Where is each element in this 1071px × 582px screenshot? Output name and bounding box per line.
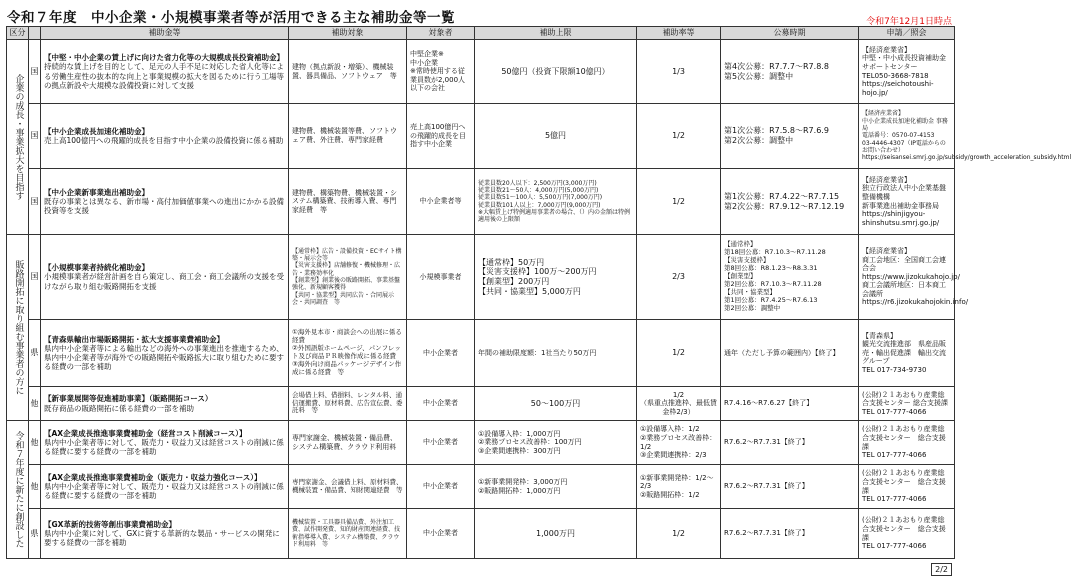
who-cell: 中小企業者 bbox=[407, 421, 475, 465]
rate-cell: 1/2 bbox=[637, 509, 721, 559]
rate-cell: 1/3 bbox=[637, 40, 721, 104]
subsidy-title: 【青森県輸出市場販路開拓・拡大支援事業費補助金】 bbox=[44, 334, 224, 344]
page-number: 2/2 bbox=[931, 563, 952, 576]
rate-cell: 1/2 （県重点推進枠、最低賃金枠2/3） bbox=[637, 387, 721, 421]
subsidy-name bbox=[41, 421, 289, 465]
contact-cell: 【経済産業省】 中堅・中小成長投資補助金 サポートセンター TEL050-3668-7818 https://seichotoushi-hojo.jp/ bbox=[859, 40, 955, 104]
subsidy-desc: 小規模事業者が経営計画を自ら策定し、商工会・商工会議所の支援を受けながら取り組む販路開拓を支援 bbox=[44, 272, 284, 291]
who-cell: 中堅企業※ 中小企業 ※常時使用する従業員数が2,000人以下の会社 bbox=[407, 40, 475, 104]
table-row bbox=[7, 104, 955, 169]
period-cell: R7.6.2〜R7.7.31【終了】 bbox=[721, 421, 859, 465]
as-of-date: 令和7年12月1日時点 bbox=[866, 17, 952, 27]
table-row bbox=[7, 509, 955, 559]
level: 他 bbox=[29, 465, 41, 509]
rate-cell: ①新事業開発枠：1/2〜2/3 ②販路開拓枠：1/2 bbox=[637, 465, 721, 509]
limit-cell: 50億円（投資下限額10億円） bbox=[475, 40, 637, 104]
subsidy-title: 【GX革新的技術等創出事業費補助金】 bbox=[44, 519, 176, 529]
subsidy-desc: 売上高100億円への飛躍的成長を目指す中小企業の設備投資に係る補助 bbox=[44, 136, 284, 145]
contact-cell: 【経済産業省】 独立行政法人中小企業基盤整備機構 新事業進出補助金事務局 https://shinjigyou-shinshutsu.smrj.go.jp/ bbox=[859, 169, 955, 235]
subsidy-desc: 県内中小企業に対して、GXに資する革新的な製品・サービスの開発に要する経費の一部を補助 bbox=[44, 528, 280, 548]
limit-cell: 年間の補助限度額：1社当たり50万円 bbox=[475, 320, 637, 387]
limit-cell: 5億円 bbox=[475, 104, 637, 169]
limit-cell: 50〜100万円 bbox=[475, 387, 637, 421]
subsidy-desc: 既存商品の販路開拓に係る経費の一部を補助 bbox=[44, 403, 194, 413]
subsidy-name bbox=[41, 387, 289, 421]
contact-cell: 【経済産業省】 中小企業成長加速化補助金 事務局 電話番号：0570-07-4153 03-4446-4307（IP電話からのお問い合わせ） https://seisansei.smrj.go.jp/subsidy/growth_acceleration_subsidy.html bbox=[859, 104, 955, 169]
contact-cell: 【経済産業省】 商工会地区：全国商工会連合会 https://www.jizokukahojo.jp/ 商工会議所地区：日本商工会議所 https://r6.jizokukahojokin.info/ bbox=[859, 235, 955, 320]
limit-cell: 1,000万円 bbox=[475, 509, 637, 559]
who-cell: 中小企業者 bbox=[407, 465, 475, 509]
table-row bbox=[7, 465, 955, 509]
header-period: 公募時期 bbox=[721, 27, 859, 40]
who-cell: 中小企業者 bbox=[407, 509, 475, 559]
subsidy-name bbox=[41, 509, 289, 559]
rate-cell: 1/2 bbox=[637, 104, 721, 169]
level: 国 bbox=[29, 40, 41, 104]
level: 他 bbox=[29, 421, 41, 465]
header-contact: 申請／照会 bbox=[859, 27, 955, 40]
rate-cell: ①設備導入枠：1/2 ②業務プロセス改善枠：1/2 ③企業間連携枠：2/3 bbox=[637, 421, 721, 465]
subsidy-name bbox=[41, 320, 289, 387]
subsidy-name bbox=[41, 169, 289, 235]
header-category: 区分 bbox=[7, 27, 29, 40]
period-cell: 【通常枠】 第18回公募：R7.10.3〜R7.11.28 【災害支援枠】 第8回公募：R8.1.23〜R8.3.31 【創業型】 第2回公募：R7.10.3〜R7.11.28 【共同・協業型】 第1回公募：R7.4.25〜R7.6.13 第2回公募：調整中 bbox=[721, 235, 859, 320]
who-cell: 中小企業者 bbox=[407, 387, 475, 421]
limit-cell: 【通常枠】50万円 【災害支援枠】100万〜200万円 【創業型】200万円 【共同・協業型】5,000万円 bbox=[475, 235, 637, 320]
subsidy-title: 【新事業展開等促進補助事業】（販路開拓コース） bbox=[44, 394, 213, 404]
contact-cell: (公財)２１あおもり産業総合支援センター 総合支援課 TEL 017-777-4066 bbox=[859, 421, 955, 465]
target-cell: 会場借上料、借損料、レンタル料、通信運搬費、原材料費、広告宣伝費、委託料 等 bbox=[289, 387, 407, 421]
category-growth: 企業の成長・事業拡大を目指す bbox=[7, 40, 29, 235]
rate-cell: 1/2 bbox=[637, 320, 721, 387]
subsidy-name bbox=[41, 465, 289, 509]
subsidy-desc: 県内中小企業者等に対して、販売力・収益力又は経営コストの削減に係る経費に要する経費の一部を補助 bbox=[44, 437, 284, 457]
subsidy-desc: 県内中小企業者等に対して、販売力・収益力又は経営コストの削減に係る経費に要する経費の一部を補助 bbox=[44, 481, 284, 501]
target-cell: 専門家謝金、機械装置・備品費、システム構築費、クラウド利用料 bbox=[289, 421, 407, 465]
who-cell: 売上高100億円への飛躍的成長を目指す中小企業 bbox=[407, 104, 475, 169]
contact-cell: 【青森県】 観光交流推進部 県産品販売・輸出促進課 輸出交流グループ TEL 017-734-9730 bbox=[859, 320, 955, 387]
period-cell: 第1次公募：R7.4.22〜R7.7.15 第2次公募：R7.9.12〜R7.12.19 bbox=[721, 169, 859, 235]
limit-cell: ①新事業開発枠：3,000万円 ②販路開拓枠：1,000万円 bbox=[475, 465, 637, 509]
target-cell: 建物費、機械装置等費、ソフトウェア費、外注費、専門家経費 bbox=[289, 104, 407, 169]
subsidy-desc: 県内中小企業者等による輸出などの海外への事業進出を推進するため、県内中小企業者等が海外での販路開拓や販路拡大に取り組むために要する経費の一部を補助 bbox=[44, 343, 284, 372]
contact-cell: (公財)２１あおもり産業総合支援センター 総合支援課 TEL 017-777-4066 bbox=[859, 387, 955, 421]
period-cell: R7.6.2〜R7.7.31【終了】 bbox=[721, 465, 859, 509]
target-cell: 機械装置・工具器具備品費、外注加工費、試作開発費、知的財産関連経費、技術指導導入費、システム構築費、クラウド利用料 等 bbox=[289, 509, 407, 559]
subsidy-title: 【中小企業新事業進出補助金】 bbox=[44, 187, 149, 197]
target-cell: 【通常枠】広告・設備投資・ECサイト構築・展示会等 【災害支援枠】店舗修復・機械修理・広告・業務効率化 【創業型】創業後の販路開拓、事業基盤強化、新規顧客獲得 【共同・協業型】共同広告・合同展示会・共同調査 等 bbox=[289, 235, 407, 320]
header-target: 補助対象 bbox=[289, 27, 407, 40]
subsidy-name bbox=[41, 235, 289, 320]
header-rate: 補助率等 bbox=[637, 27, 721, 40]
table-row bbox=[7, 235, 955, 320]
table-header bbox=[7, 27, 955, 40]
target-cell: ①海外見本市・商談会への出展に係る経費 ②外国語版ホームページ、パンフレット及び商品ＰＲ映像作成に係る経費 ③海外向け商品パッケージデザイン作成に係る経費 等 bbox=[289, 320, 407, 387]
target-cell: 専門家謝金、会議借上料、原材料費、機械装置・備品費、知財関連経費 等 bbox=[289, 465, 407, 509]
table-row bbox=[7, 40, 955, 104]
who-cell: 中小企業者 bbox=[407, 320, 475, 387]
header-limit: 補助上限 bbox=[475, 27, 637, 40]
table-row bbox=[7, 169, 955, 235]
contact-cell: (公財)２１あおもり産業総合支援センター 総合支援課 TEL 017-777-4066 bbox=[859, 465, 955, 509]
subsidy-title: 【小規模事業者持続化補助金】 bbox=[44, 263, 149, 273]
limit-cell: 従業員数20人以下：2,500万円(3,000万円) 従業員数21〜50人：4,000万円(5,000万円) 従業員数51〜100人：5,500万円(7,000万円) 従業員数101人以上：7,000万円(9,000万円) ※大幅賃上げ特例適用事業者の場合、（）内の金額は特例適用後の上限額 bbox=[475, 169, 637, 235]
subsidy-desc: 持続的な賃上げを目的として、足元の人手不足に対応した省人化等による労働生産性の抜本的な向上と事業規模の拡大を図るために行う工場等の拠点新設や大規模な設備投資に対して支援 bbox=[44, 62, 284, 90]
table-row bbox=[7, 387, 955, 421]
header-level bbox=[29, 27, 41, 40]
header-who: 対象者 bbox=[407, 27, 475, 40]
rate-cell: 1/2 bbox=[637, 169, 721, 235]
limit-cell: ①設備導入枠：1,000万円 ②業務プロセス改善枠：100万円 ③企業間連携枠：300万円 bbox=[475, 421, 637, 465]
subsidy-name bbox=[41, 104, 289, 169]
rate-cell: 2/3 bbox=[637, 235, 721, 320]
table-row bbox=[7, 320, 955, 387]
level: 他 bbox=[29, 387, 41, 421]
level: 国 bbox=[29, 104, 41, 169]
period-cell: R7.6.2〜R7.7.31【終了】 bbox=[721, 509, 859, 559]
level: 県 bbox=[29, 509, 41, 559]
category-new: 令和７年度に新たに創設した bbox=[7, 421, 29, 559]
subsidy-title: 【中堅・中小企業の賃上げに向けた省力化等の大規模成長投資補助金】 bbox=[44, 53, 284, 63]
page-title: 令和７年度 中小企業・小規模事業者等が活用できる主な補助金等一覧 bbox=[7, 10, 455, 26]
subsidy-name bbox=[41, 40, 289, 104]
level: 国 bbox=[29, 235, 41, 320]
period-cell: 第1次公募：R7.5.8〜R7.6.9 第2次公募：調整中 bbox=[721, 104, 859, 169]
period-cell: 第4次公募：R7.7.7〜R7.8.8 第5次公募：調整中 bbox=[721, 40, 859, 104]
subsidy-title: 【中小企業成長加速化補助金】 bbox=[44, 126, 149, 136]
header-subsidy: 補助金等 bbox=[41, 27, 289, 40]
table-row bbox=[7, 421, 955, 465]
subsidy-title: 【AX企業成長推進事業費補助金（経営コスト削減コース）】 bbox=[44, 428, 247, 438]
level: 県 bbox=[29, 320, 41, 387]
subsidy-table bbox=[6, 26, 1071, 559]
level: 国 bbox=[29, 169, 41, 235]
category-sales: 販路開拓に取り組む事業者の方に bbox=[7, 235, 29, 421]
who-cell: 小規模事業者 bbox=[407, 235, 475, 320]
subsidy-desc: 既存の事業とは異なる、新市場・高付加価値事業への進出にかかる設備投資等を支援 bbox=[44, 196, 284, 216]
contact-cell: (公財)２１あおもり産業総合支援センター 総合支援課 TEL 017-777-4066 bbox=[859, 509, 955, 559]
target-cell: 建物費、構築物費、機械装置・システム構築費、技術導入費、専門家経費 等 bbox=[289, 169, 407, 235]
period-cell: 通年（ただし予算の範囲内）【終了】 bbox=[721, 320, 859, 387]
subsidy-title: 【AX企業成長推進事業費補助金（販売力・収益力強化コース）】 bbox=[44, 472, 262, 482]
target-cell: 建物（拠点新設・増築）、機械装置、器具備品、ソフトウェア 等 bbox=[289, 40, 407, 104]
period-cell: R7.4.16〜R7.6.27【終了】 bbox=[721, 387, 859, 421]
who-cell: 中小企業者等 bbox=[407, 169, 475, 235]
